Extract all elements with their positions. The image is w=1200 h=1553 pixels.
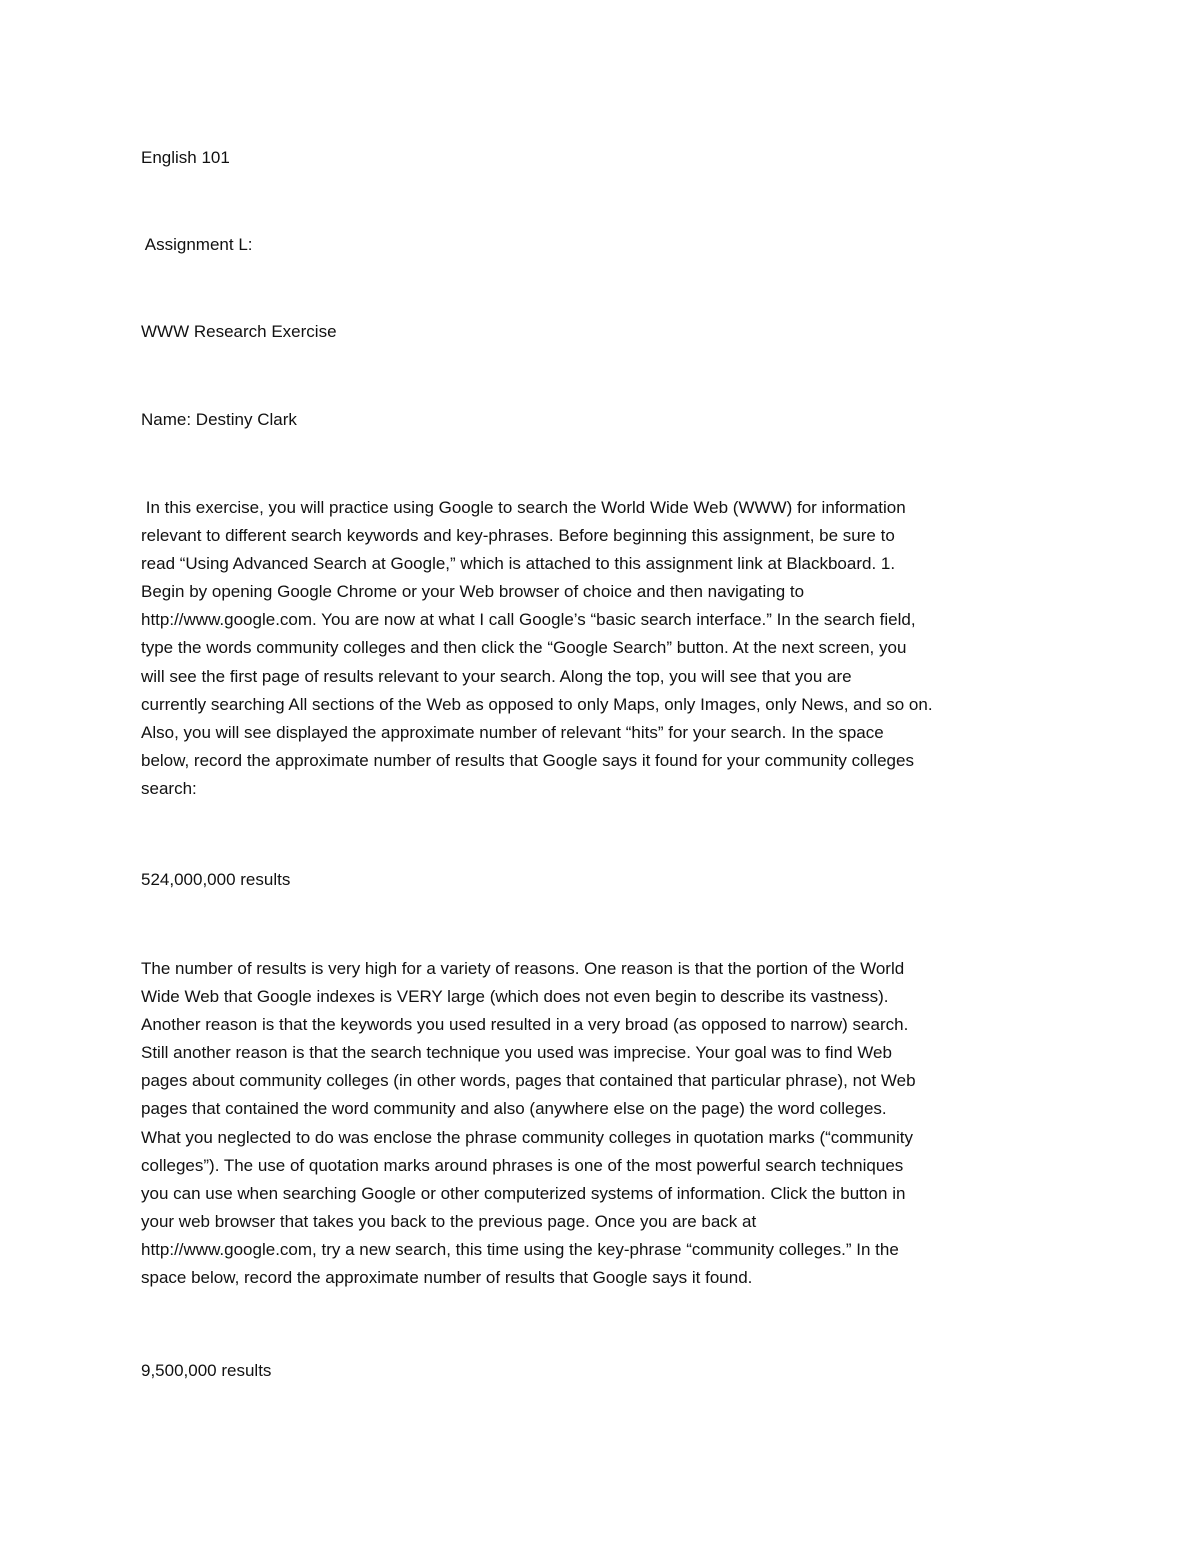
explanation-line: The number of results is very high for a variety of reasons. One reason is that the portion of the World: [141, 959, 905, 978]
exercise-title: WWW Research Exercise: [141, 322, 337, 341]
instructions-line: Begin by opening Google Chrome or your Web browser of choice and then navigating to: [141, 582, 805, 602]
answer-community-colleges: 524,000,000 results: [141, 870, 291, 889]
instructions-line: will see the first page of results relevant to your search. Along the top, you will see that you are: [141, 666, 852, 686]
instructions-paragraph: [141, 494, 1081, 803]
instructions-line: search:: [141, 778, 197, 798]
answer-quoted-phrase: 9,500,000 results: [141, 1361, 272, 1380]
instructions-line: relevant to different search keywords and key-phrases. Before beginning this assignment, be sure to: [141, 526, 895, 546]
instructions-line: http://www.google.com. You are now at what I call Google’s “basic search interface.” In the search field,: [141, 610, 916, 630]
instructions-line: below, record the approximate number of results that Google says it found for your community colleges: [141, 750, 914, 770]
explanation-line: you can use when searching Google or other computerized systems of information. Click the button in: [141, 1183, 906, 1203]
instructions-line: currently searching All sections of the Web as opposed to only Maps, only Images, only News, and so on.: [141, 694, 933, 714]
explanation-paragraph: [141, 955, 1081, 1292]
explanation-line: What you neglected to do was enclose the phrase community colleges in quotation marks (“community: [141, 1127, 913, 1147]
instructions-line: Also, you will see displayed the approximate number of relevant “hits” for your search. In the space: [141, 722, 884, 742]
explanation-line: Still another reason is that the search technique you used was imprecise. Your goal was to find Web: [141, 1043, 892, 1063]
explanation-line: pages that contained the word community and also (anywhere else on the page) the word colleges.: [141, 1099, 887, 1119]
student-name: Name: Destiny Clark: [141, 410, 297, 429]
explanation-line: colleges”). The use of quotation marks around phrases is one of the most powerful search techniques: [141, 1155, 904, 1175]
assignment-label: Assignment L:: [141, 235, 253, 254]
explanation-line: Another reason is that the keywords you used resulted in a very broad (as opposed to narrow) search.: [141, 1015, 909, 1035]
explanation-line: space below, record the approximate number of results that Google says it found.: [141, 1268, 753, 1288]
explanation-line: your web browser that takes you back to the previous page. Once you are back at: [141, 1211, 757, 1231]
explanation-line: Wide Web that Google indexes is VERY large (which does not even begin to describe its vastness).: [141, 987, 889, 1007]
explanation-line: http://www.google.com, try a new search, this time using the key-phrase “community colleges.” In the: [141, 1239, 899, 1259]
course-title: English 101: [141, 148, 230, 167]
instructions-line: In this exercise, you will practice using Google to search the World Wide Web (WWW) for information: [141, 498, 906, 517]
instructions-line: read “Using Advanced Search at Google,” which is attached to this assignment link at Blackboard. 1.: [141, 554, 896, 574]
explanation-line: pages about community colleges (in other words, pages that contained that particular phrase), not Web: [141, 1071, 916, 1091]
instructions-line: type the words community colleges and then click the “Google Search” button. At the next screen, you: [141, 638, 907, 658]
